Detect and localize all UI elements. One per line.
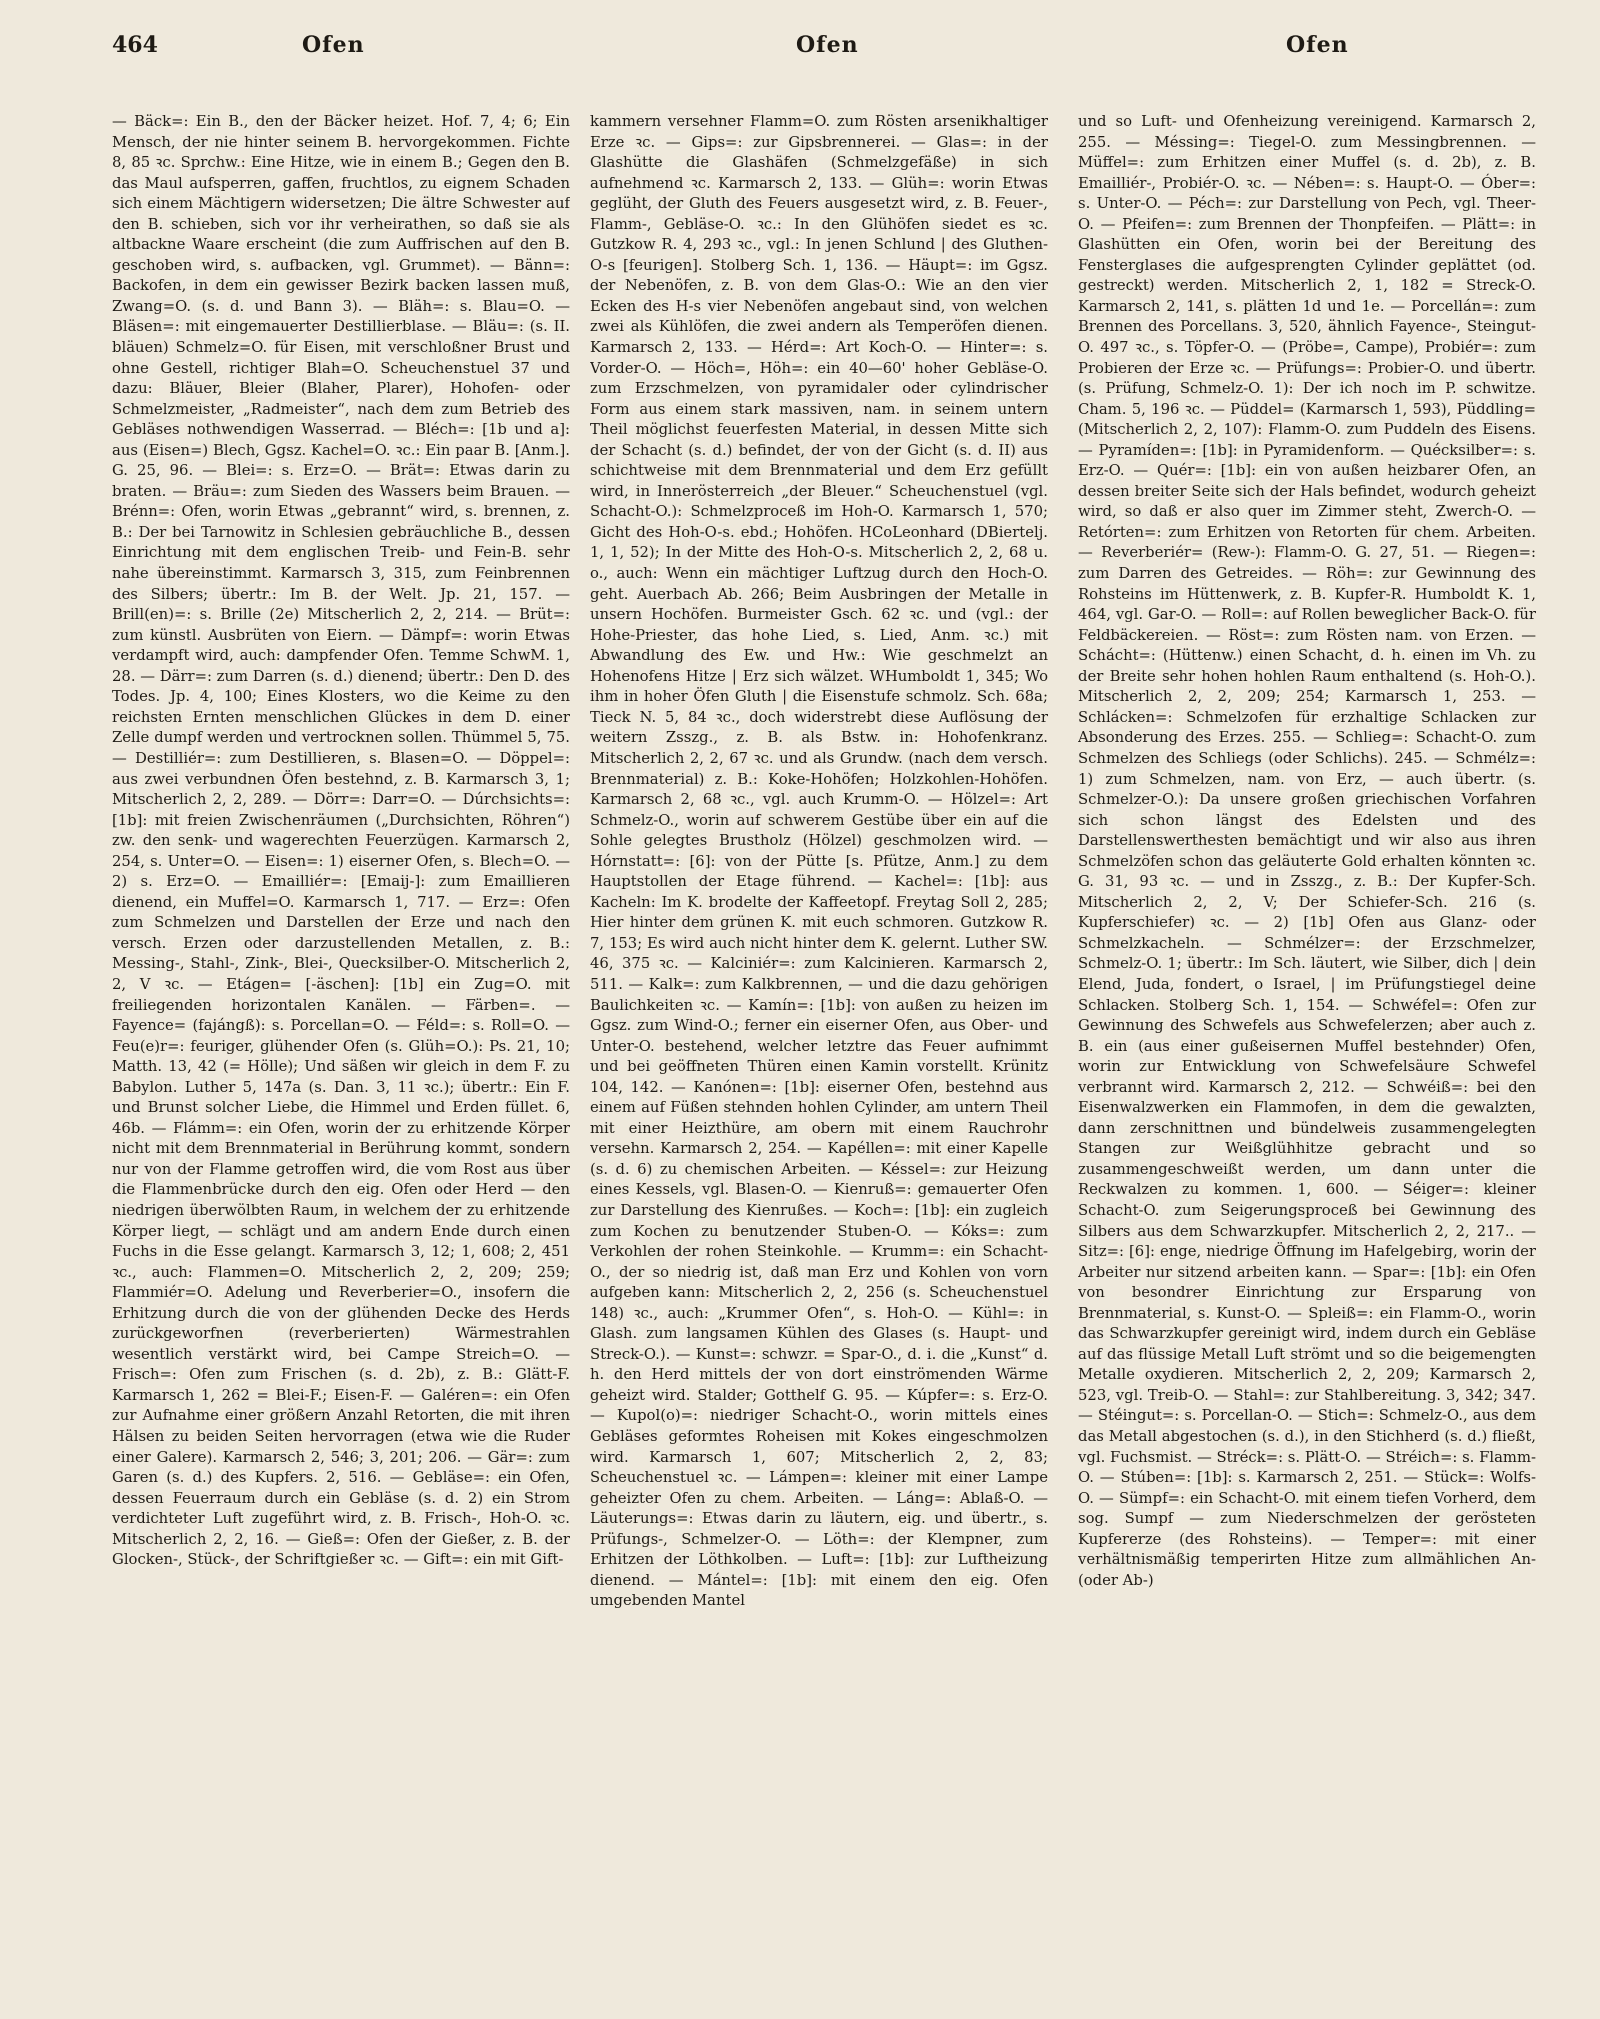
- column-2-text: kammern versehner Flamm=O. zum Rösten arsenikhaltiger Erze ꝛc. — Gips=: zur Gipsbrennerei. — Glas=: in der Glashütte die Glashäfen (Schmelzgefäße) in sich aufnehmend ꝛc. Karmarsch 2, 133. — Glüh=: worin Etwas geglüht, der Gluth des Feuers ausgesetzt wird, z. B. Feuer-, Flamm-, Gebläse-O. ꝛc.: In den Glühöfen siedet es ꝛc. Gutzkow R. 4, 293 ꝛc., vgl.: In jenen Schlund | des Gluthen-O-s [feurigen]. Stolberg Sch. 1, 136. — Häupt=: im Ggsz. der Nebenöfen, z. B. von dem Glas-O.: Wie an den vier Ecken des H-s vier Nebenöfen angebaut sind, von welchen zwei als Kühlöfen, die zwei andern als Temperöfen dienen. Karmarsch 2, 133. — Hérd=: Art Koch-O. — Hinter=: s. Vorder-O. — Höch=, Höh=: ein 40—60' hoher Gebläse-O. zum Erzschmelzen, von pyramidaler oder cylindrischer Form aus einem stark massiven, nam. in seinem untern Theil möglichst feuerfesten Material, in dessen Mitte sich der Schacht (s. d.) befindet, der von der Gicht (s. d. II) aus schichtweise mit dem Brennmaterial und dem Erz gefüllt wird, in Innerösterreich „der Bleuer.“ Scheuchenstuel (vgl. Schacht-O.): Schmelzproceß im Hoh-O. Karmarsch 1, 570; Gicht des Hoh-O-s. ebd.; Hohöfen. HCoLeonhard (DBiertelj. 1, 1, 52); In der Mitte des Hoh-O-s. Mitscherlich 2, 2, 68 u. o., auch: Wenn ein mächtiger Luftzug durch den Hoch-O. geht. Auerbach Ab. 266; Beim Ausbringen der Metalle in unsern Hochöfen. Burmeister Gsch. 62 ꝛc. und (vgl.: der Hohe-Priester, das hohe Lied, s. Lied, Anm. ꝛc.) mit Abwandlung des Ew. und Hw.: Wie geschmelzt an Hohenofens Hitze | Erz sich wälzet. WHumboldt 1, 345; Wo ihm in hoher Öfen Gluth | die Eisenstufe schmolz. Sch. 68a; Tieck N. 5, 84 ꝛc., doch widerstrebt diese Auflösung der weitern Zsszg., z. B. als Bstw. in: Hohofenkranz. Mitscherlich 2, 2, 67 ꝛc. und als Grundw. (nach dem versch. Brennmaterial) z. B.: Koke-Hohöfen; Holzkohlen-Hohöfen. Karmarsch 2, 68 ꝛc., vgl. auch Krumm-O. — Hölzel=: Art Schmelz-O., worin auf schwerem Gestübe über ein auf die Sohle gelegtes Brustholz (Hölzel) geschmolzen wird. — Hórnstatt=: [6]: von der Pütte [s. Pfütze, Anm.] zu dem Hauptstollen der Etage führend. — Kachel=: [1b]: aus Kacheln: Im K. brodelte der Kaffeetopf. Freytag Soll 2, 285; Hier hinter dem grünen K. mit euch schmoren. Gutzkow R. 7, 153; Es wird auch nicht hinter dem K. gelernt. Luther SW. 46, 375 ꝛc. — Kalciniér=: zum Kalcinieren. Karmarsch 2, 511. — Kalk=: zum Kalkbrennen, — und die dazu gehörigen Baulichkeiten ꝛc. — Kamín=: [1b]: von außen zu heizen im Ggsz. zum Wind-O.; ferner ein eiserner Ofen, aus Ober- und Unter-O. bestehend, welcher letztre das Feuer aufnimmt und bei geöffneten Thüren einen Kamin vorstellt. Krünitz 104, 142. — Kanónen=: [1b]: eiserner Ofen, bestehnd aus einem auf Füßen stehnden hohlen Cylinder, am untern Theil mit einer Heizthüre, am obern mit einem Rauchrohr versehn. Karmarsch 2, 254. — Kapéllen=: mit einer Kapelle (s. d. 6) zu chemischen Arbeiten. — Késsel=: zur Heizung eines Kessels, vgl. Blasen-O. — Kienruß=: gemauerter Ofen zur Darstellung des Kienrußes. — Koch=: [1b]: ein zugleich zum Kochen zu benutzender Stuben-O. — Kóks=: zum Verkohlen der rohen Steinkohle. — Krumm=: ein Schacht-O., der so niedrig ist, daß man Erz und Kohlen von vorn aufgeben kann: Mitscherlich 2, 2, 256 (s. Scheuchenstuel 148) ꝛc., auch: „Krummer Ofen“, s. Hoh-O. — Kühl=: in Glash. zum langsamen Kühlen des Glases (s. Haupt- und Streck-O.). — Kunst=: schwzr. = Spar-O., d. i. die „Kunst“ d. h. den Herd mittels der von dort einströmenden Wärme geheizt wird. Stalder; Gotthelf G. 95. — Kúpfer=: s. Erz-O. — Kupol(o)=: niedriger Schacht-O., worin mittels eines Gebläses geformtes Roheisen mit Kokes eingeschmolzen wird. Karmarsch 1, 607; Mitscherlich 2, 2, 83; Scheuchenstuel ꝛc. — Lámpen=: kleiner mit einer Lampe geheizter Ofen zu chem. Arbeiten. — Láng=: Ablaß-O. — Läuterungs=: Etwas darin zu läutern, eig. und übertr., s. Prüfungs-, Schmelzer-O. — Löth=: der Klempner, zum Erhitzen der Löthkolben. — Luft=: [1b]: zur Luftheizung dienend. — Mántel=: [1b]: mit einem den eig. Ofen umgebenden Mantel: [590, 113, 1048, 1610]
- text-column-2: [590, 112, 1048, 1992]
- running-head-center: Ofen: [796, 32, 859, 58]
- column-1-text: — Bäck=: Ein B., den der Bäcker heizet. Hof. 7, 4; 6; Ein Mensch, der nie hinter seinem B. hervorgekommen. Fichte 8, 85 ꝛc. Sprchw.: Eine Hitze, wie in einem B.; Gegen den B. das Maul aufsperren, gaffen, fruchtlos, zu eignem Schaden sich einem Mächtigern widersetzen; Die ältre Schwester auf den B. schieben, sich vor ihr verheirathen, so daß sie als altbackne Waare erscheint (die zum Auffrischen auf den B. geschoben wird, s. aufbacken, vgl. Grummet). — Bänn=: Backofen, in dem ein gewisser Bezirk backen lassen muß, Zwang=O. (s. d. und Bann 3). — Bläh=: s. Blau=O. — Bläsen=: mit eingemauerter Destillierblase. — Bläu=: (s. II. bläuen) Schmelz=O. für Eisen, mit verschloßner Brust und ohne Gestell, richtiger Blah=O. Scheuchenstuel 37 und dazu: Bläuer, Bleier (Blaher, Plarer), Hohofen- oder Schmelzmeister, „Radmeister“, nach dem zum Betrieb des Gebläses nothwendigen Wasserrad. — Bléch=: [1b und a]: aus (Eisen=) Blech, Ggsz. Kachel=O. ꝛc.: Ein paar B. [Anm.]. G. 25, 96. — Blei=: s. Erz=O. — Brät=: Etwas darin zu braten. — Bräu=: zum Sieden des Wassers beim Brauen. — Brénn=: Ofen, worin Etwas „gebrannt“ wird, s. brennen, z. B.: Der bei Tarnowitz in Schlesien gebräuchliche B., dessen Einrichtung mit dem englischen Treib- und Fein-B. sehr nahe übereinstimmt. Karmarsch 3, 315, zum Feinbrennen des Silbers; übertr.: Im B. der Welt. Jp. 21, 157. — Brill(en)=: s. Brille (2e) Mitscherlich 2, 2, 214. — Brüt=: zum künstl. Ausbrüten von Eiern. — Dämpf=: worin Etwas verdampft wird, auch: dampfender Ofen. Temme SchwM. 1, 28. — Därr=: zum Darren (s. d.) dienend; übertr.: Den D. des Todes. Jp. 4, 100; Eines Klosters, wo die Keime zu den reichsten Ernten menschlichen Glückes in dem D. einer Zelle dumpf werden und vertrocknen sollen. Thümmel 5, 75. — Destilliér=: zum Destillieren, s. Blasen=O. — Döppel=: aus zwei verbundnen Öfen bestehnd, z. B. Karmarsch 3, 1; Mitscherlich 2, 2, 289. — Dörr=: Darr=O. — Dúrchsichts=: [1b]: mit freien Zwischenräumen („Durchsichten, Röhren“) zw. den senk- und wagerechten Feuerzügen. Karmarsch 2, 254, s. Unter=O. — Eisen=: 1) eiserner Ofen, s. Blech=O. — 2) s. Erz=O. — Emailliér=: [Emaij-]: zum Emaillieren dienend, ein Muffel=O. Karmarsch 1, 717. — Erz=: Ofen zum Schmelzen und Darstellen der Erze und nach den versch. Erzen oder darzustellenden Metallen, z. B.: Messing-, Stahl-, Zink-, Blei-, Quecksilber-O. Mitscherlich 2, 2, V ꝛc. — Etágen= [-äschen]: [1b] ein Zug=O. mit freiliegenden horizontalen Kanälen. — Färben=. — Fayence= (fajángß): s. Porcellan=O. — Féld=: s. Roll=O. — Feu(e)r=: feuriger, glühender Ofen (s. Glüh=O.): Ps. 21, 10; Matth. 13, 42 (= Hölle); Und säßen wir gleich in dem F. zu Babylon. Luther 5, 147a (s. Dan. 3, 11 ꝛc.); übertr.: Ein F. und Brunst solcher Liebe, die Himmel und Erden füllet. 6, 46b. — Flámm=: ein Ofen, worin der zu erhitzende Körper nicht mit dem Brennmaterial in Berührung kommt, sondern nur von der Flamme getroffen wird, die vom Rost aus über die Flammenbrücke durch den eig. Ofen oder Herd — den niedrigen überwölbten Raum, in welchem der zu erhitzende Körper liegt, — schlägt und am andern Ende durch einen Fuchs in die Esse gelangt. Karmarsch 3, 12; 1, 608; 2, 451 ꝛc., auch: Flammen=O. Mitscherlich 2, 2, 209; 259; Flammiér=O. Adelung und Reverberier=O., insofern die Erhitzung durch die von der glühenden Decke des Herds zurückgeworfnen (reverberierten) Wärmestrahlen wesentlich verstärkt wird, bei Campe Streich=O. — Frisch=: Ofen zum Frischen (s. d. 2b), z. B.: Glätt-F. Karmarsch 1, 262 = Blei-F.; Eisen-F. — Galéren=: ein Ofen zur Aufnahme einer größern Anzahl Retorten, die mit ihren Hälsen zu beiden Seiten hervorragen (etwa wie die Ruder einer Galere). Karmarsch 2, 546; 3, 201; 206. — Gär=: zum Garen (s. d.) des Kupfers. 2, 516. — Gebläse=: ein Ofen, dessen Feuerraum durch ein Gebläse (s. d. 2) ein Strom verdichteter Luft zugeführt wird, z. B. Frisch-, Hoh-O. ꝛc. Mitscherlich 2, 2, 16. — Gieß=: Ofen der Gießer, z. B. der Glocken-, Stück-, der Schriftgießer ꝛc. — Gift=: ein mit Gift-: [112, 113, 570, 1569]
- text-column-1: [112, 112, 570, 1992]
- running-head-right: Ofen: [1286, 32, 1349, 58]
- running-head-left: Ofen: [302, 32, 365, 58]
- text-column-3: [1078, 112, 1536, 1992]
- page-number: 464: [112, 32, 158, 58]
- column-3-text: und so Luft- und Ofenheizung vereinigend. Karmarsch 2, 255. — Méssing=: Tiegel-O. zum Messingbrennen. — Müffel=: zum Erhitzen einer Muffel (s. d. 2b), z. B. Emailliér-, Probiér-O. ꝛc. — Nében=: s. Haupt-O. — Óber=: s. Unter-O. — Péch=: zur Darstellung von Pech, vgl. Theer-O. — Pfeifen=: zum Brennen der Thonpfeifen. — Plätt=: in Glashütten ein Ofen, worin bei der Bereitung des Fensterglases die aufgesprengten Cylinder geplättet (od. gestreckt) werden. Mitscherlich 2, 1, 182 = Streck-O. Karmarsch 2, 141, s. plätten 1d und 1e. — Porcellán=: zum Brennen des Porcellans. 3, 520, ähnlich Fayence-, Steingut-O. 497 ꝛc., s. Töpfer-O. — (Pröbe=, Campe), Probiér=: zum Probieren der Erze ꝛc. — Prüfungs=: Probier-O. und übertr. (s. Prüfung, Schmelz-O. 1): Der ich noch im P. schwitze. Cham. 5, 196 ꝛc. — Püddel= (Karmarsch 1, 593), Püddling= (Mitscherlich 2, 2, 107): Flamm-O. zum Puddeln des Eisens. — Pyramíden=: [1b]: in Pyramidenform. — Quécksilber=: s. Erz-O. — Quér=: [1b]: ein von außen heizbarer Ofen, an dessen breiter Seite sich der Hals befindet, wodurch geheizt wird, so daß er also quer im Zimmer steht, Zwerch-O. — Retórten=: zum Erhitzen von Retorten für chem. Arbeiten. — Reverberiér= (Rew-): Flamm-O. G. 27, 51. — Riegen=: zum Darren des Getreides. — Röh=: zur Gewinnung des Rohsteins im Hüttenwerk, z. B. Kupfer-R. Humboldt K. 1, 464, vgl. Gar-O. — Roll=: auf Rollen beweglicher Back-O. für Feldbäckereien. — Röst=: zum Rösten nam. von Erzen. — Schácht=: (Hüttenw.) einen Schacht, d. h. einen im Vh. zu der Breite sehr hohen hohlen Raum enthaltend (s. Hoh-O.). Mitscherlich 2, 2, 209; 254; Karmarsch 1, 253. — Schlácken=: Schmelzofen für erzhaltige Schlacken zur Absonderung des Erzes. 255. — Schlieg=: Schacht-O. zum Schmelzen des Schliegs (oder Schlichs). 245. — Schmélz=: 1) zum Schmelzen, nam. von Erz, — auch übertr. (s. Schmelzer-O.): Da unsere großen griechischen Vorfahren sich schon längst des Edelsten und des Darstellenswerthesten bemächtigt und wir also aus ihren Schmelzöfen schon das geläuterte Gold erhalten könnten ꝛc. G. 31, 93 ꝛc. — und in Zsszg., z. B.: Der Kupfer-Sch. Mitscherlich 2, 2, V; Der Schiefer-Sch. 216 (s. Kupferschiefer) ꝛc. — 2) [1b] Ofen aus Glanz- oder Schmelzkacheln. — Schmélzer=: der Erzschmelzer, Schmelz-O. 1; übertr.: Im Sch. läutert, wie Silber, dich | dein Elend, Juda, fondert, o Israel, | im Prüfungstiegel deine Schlacken. Stolberg Sch. 1, 154. — Schwéfel=: Ofen zur Gewinnung des Schwefels aus Schwefelerzen; aber auch z. B. ein (aus einer gußeisernen Muffel bestehnder) Ofen, worin zur Entwicklung von Schwefelsäure Schwefel verbrannt wird. Karmarsch 2, 212. — Schwéiß=: bei den Eisenwalzwerken ein Flammofen, in dem die gewalzten, dann zerschnittnen und bündelweis zusammengelegten Stangen zur Weißglühhitze gebracht und so zusammengeschweißt werden, um dann unter die Reckwalzen zu kommen. 1, 600. — Séiger=: kleiner Schacht-O. zum Seigerungsproceß bei Gewinnung des Silbers aus dem Schwarzkupfer. Mitscherlich 2, 2, 217.. — Sitz=: [6]: enge, niedrige Öffnung im Hafelgebirg, worin der Arbeiter nur sitzend arbeiten kann. — Spar=: [1b]: ein Ofen von besondrer Einrichtung zur Ersparung von Brennmaterial, s. Kunst-O. — Spleiß=: ein Flamm-O., worin das Schwarzkupfer gereinigt wird, indem durch ein Gebläse auf das flüssige Metall Luft strömt und so die beigemengten Metalle oxydieren. Mitscherlich 2, 2, 209; Karmarsch 2, 523, vgl. Treib-O. — Stahl=: zur Stahlbereitung. 3, 342; 347. — Stéingut=: s. Porcellan-O. — Stich=: Schmelz-O., aus dem das Metall abgestochen (s. d.), in den Stichherd (s. d.) fließt, vgl. Fuchsmist. — Stréck=: s. Plätt-O. — Stréich=: s. Flamm-O. — Stúben=: [1b]: s. Karmarsch 2, 251. — Stück=: Wolfs-O. — Sümpf=: ein Schacht-O. mit einem tiefen Vorherd, dem sog. Sumpf — zum Niederschmelzen der gerösteten Kupfererze (des Rohsteins). — Temper=: mit einer verhältnismäßig temperirten Hitze zum allmählichen An- (oder Ab-): [1078, 113, 1536, 1589]
- page-header: [0, 22, 1600, 78]
